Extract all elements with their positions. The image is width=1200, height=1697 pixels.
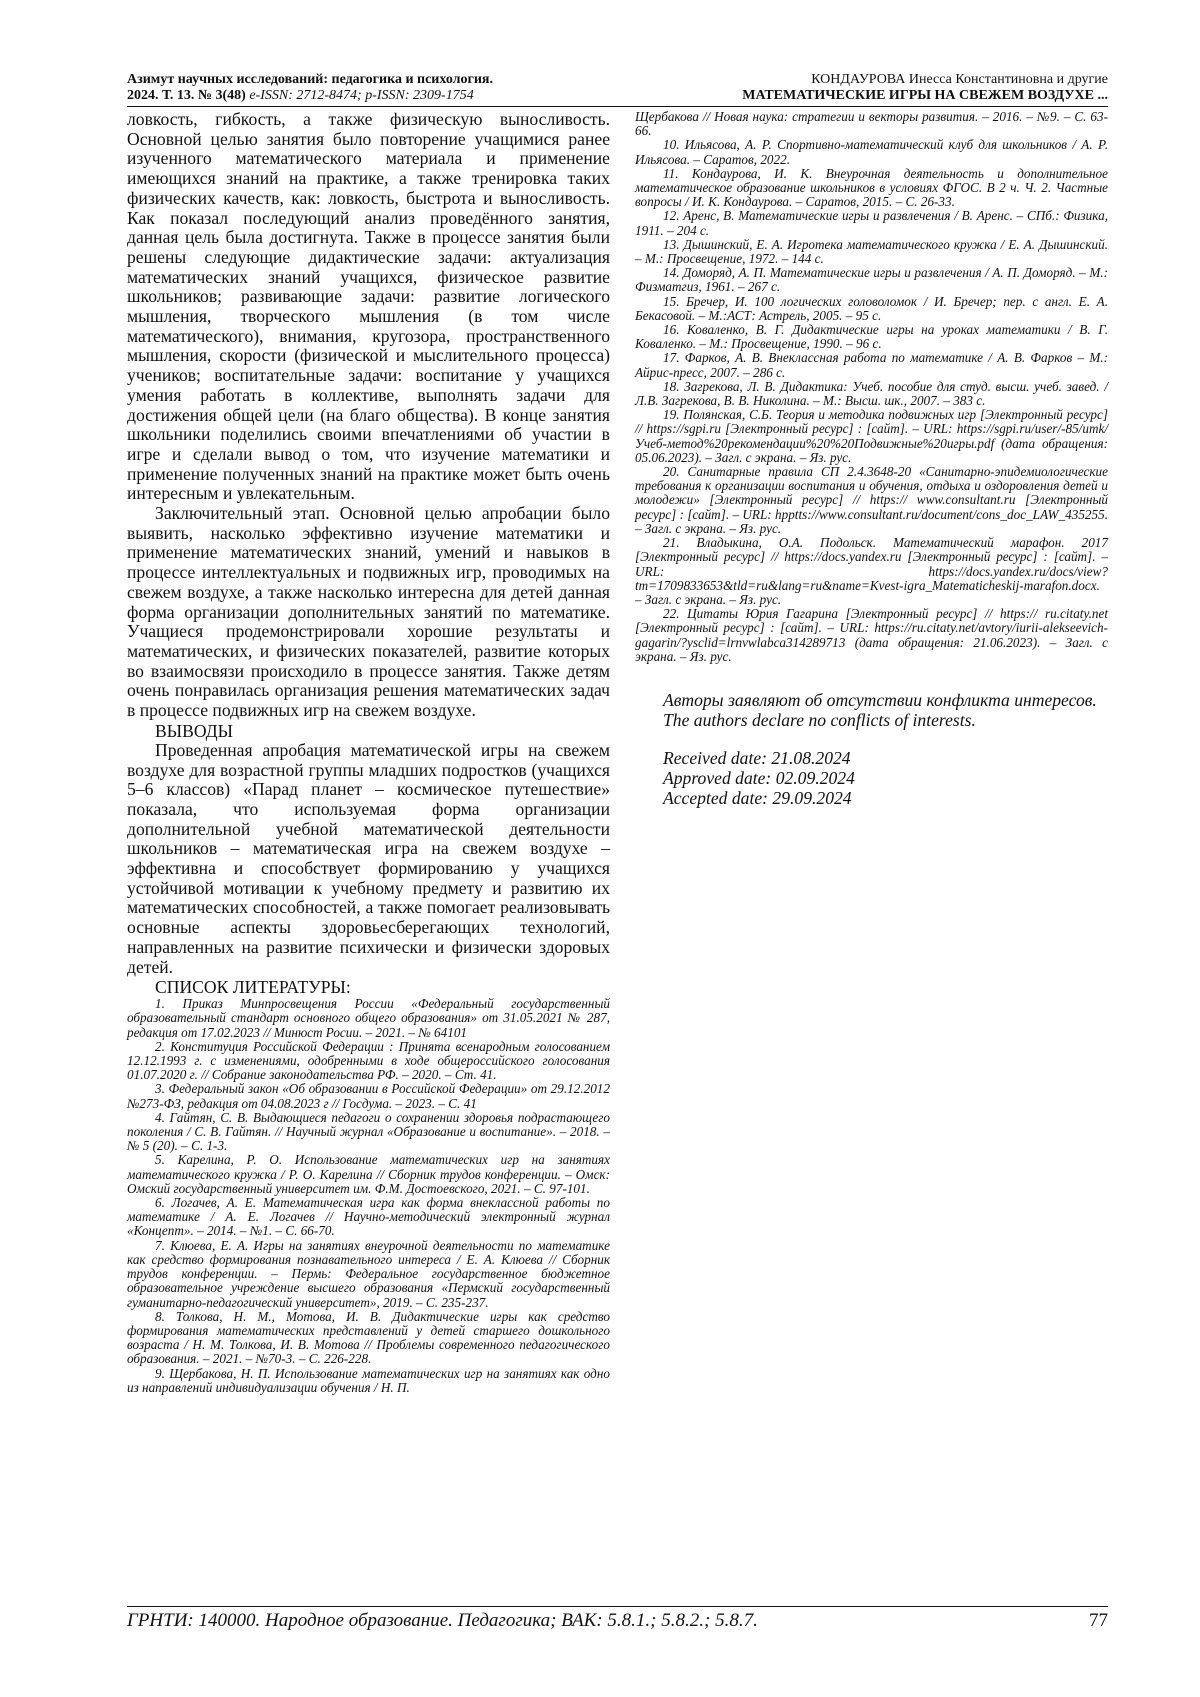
header-article-title: МАТЕМАТИЧЕСКИЕ ИГРЫ НА СВЕЖЕМ ВОЗДУХЕ ... (742, 88, 1108, 103)
reference-item: 6. Логачев, А. Е. Математическая игра как форма внеклассной работы по математике / А. Е. Логачев // Научно-методический электронный журнал «Концепт». – 2014. – №1. – С. 66-70. (127, 1195, 610, 1239)
reference-item: 11. Кондаурова, И. К. Внеурочная деятельность и дополнительное математическое образование школьников в условиях ФГОС. В 2 ч. Ч. 2. Частные вопросы / И. К. Кондаурова. – Саратов, 2015. – С. 26-33. (635, 165, 1108, 210)
left-column (127, 110, 610, 1395)
footer-classification: ГРНТИ: 140000. Народное образование. Педагогика; ВАК: 5.8.1.; 5.8.2.; 5.8.7. (127, 1610, 758, 1631)
reference-item: 1. Приказ Минпросвещения России «Федеральный государственный образовательный стандарт основного общего образования» от 31.05.2021 № 287, редакция от 17.02.2023 // Минюст Росии. – 2021. – № 64101 (127, 996, 610, 1040)
running-header-journal (127, 72, 597, 104)
journal-title: Азимут научных исследований: педагогика и психология. (127, 72, 494, 87)
accepted-date: Accepted date: 29.09.2024 (663, 787, 852, 808)
references-list-right (635, 110, 1108, 664)
reference-item: 7. Клюева, Е. А. Игры на занятиях внеурочной деятельности по математике как средство формирования познавательного интереса / Е. А. Клюева // Сборник трудов конференции. – Пермь: Федеральное государственное бюджетное образовательное учреждение высшего образования «Пермский государственный гуманитарно-педагогический университет», 2019. – С. 235-237. (127, 1237, 610, 1310)
references-heading: СПИСОК ЛИТЕРАТУРЫ: (155, 977, 351, 998)
reference-item: 2. Конституция Российской Федерации : Принята всенародным голосованием 12.12.1993 г. с изменениями, одобренными в ходе общероссийского голосования 01.07.2020 г. // Собрание законодательства РФ. – 2020. – Ст. 41. (127, 1038, 610, 1083)
reference-continuation: Щербакова // Новая наука: стратегии и векторы развития. – 2016. – №9. – С. 63-66. (635, 109, 1108, 139)
running-header-article (548, 72, 1108, 104)
conclusions-paragraph: Проведенная апробация математической игры на свежем воздухе для возрастной группы младших подростков (учащихся 5–6 классов) «Парад планет – космическое путешествие» показала, что используемая форма организации дополнительной учебной математической деятельности школьников – математическая игра на свежем воздухе – эффективна и способствует формированию у учащихся устойчивой мотивации к учебному предмету и развитию их математических способностей, а также помогает реализовывать основные аспекты здоровьесберегающих технологий, направленных на развитие психически и физически здоровых детей. (127, 739, 610, 977)
reference-item: 10. Ильясова, А. Р. Спортивно-математический клуб для школьников / А. Р. Ильясова. – Саратов, 2022. (635, 137, 1108, 167)
conflict-en: The authors declare no conflicts of interests. (663, 709, 976, 730)
reference-item: 9. Щербакова, Н. П. Использование математических игр на занятиях как одно из направлений индивидуализации обучения / Н. П. (127, 1365, 610, 1395)
article-dates (635, 748, 1108, 808)
journal-issue (127, 88, 597, 104)
reference-item: 17. Фарков, А. В. Внеклассная работа по математике / А. В. Фарков – М.: Айрис-пресс, 2007. – 286 с. (635, 350, 1108, 380)
conflict-statement (635, 690, 1108, 730)
issue-number: 2024. Т. 13. № 3(48) (127, 88, 246, 103)
conflict-ru: Авторы заявляют об отсутствии конфликта интересов. (663, 689, 1097, 710)
reference-item: 14. Доморяд, А. П. Математические игры и развлечения / А. П. Доморяд. – М.: Физматгиз, 1961. – 267 с. (635, 265, 1108, 295)
footer-divider (127, 1606, 1108, 1607)
body-paragraph-2: Заключительный этап. Основной целью апробации было выявить, насколько эффективно изучение математики и применение математических знаний, умений и навыков в процессе интеллектуальных и подвижных игр, проводимых на свежем воздухе, а также насколько интересна для детей данная форма организации дополнительных занятий по математике. Учащиеся продемонстрировали хорошие результаты и математических, и физических показателей, развитие которых во взаимосвязи происходило в процессе занятия. Также детям очень понравилась организация решения математических задач в процессе подвижных игр на свежем воздухе. (127, 503, 610, 721)
reference-item: 16. Коваленко, В. Г. Дидактические игры на уроках математики / В. Г. Коваленко. – М.: Просвещение, 1990. – 96 с. (635, 322, 1108, 352)
conclusions-body (127, 741, 610, 977)
reference-item: 18. Загрекова, Л. В. Дидактика: Учеб. пособие для студ. высш. учеб. завед. / Л.В. Загрекова, В. В. Николина. – М.: Высш. шк., 2007. – 383 с. (635, 378, 1108, 409)
reference-item: 12. Аренс, В. Математические игры и развлечения / В. Аренс. – СПб.: Физика, 1911. – 204 с. (635, 208, 1108, 238)
reference-item: 8. Толкова, Н. М., Мотова, И. В. Дидактические игры как средство формирования математических представлений у детей старшего дошкольного возраста / Н. М. Толкова, И. В. Мотова // Проблемы современного педагогического образования. – 2021. – №70-3. – С. 226-228. (127, 1308, 610, 1367)
reference-item: 4. Гайтян, С. В. Выдающиеся педагоги о сохранении здоровья подрастающего поколения / С. В. Гайтян. // Научный журнал «Образование и воспитание». – 2018. – № 5 (20). – С. 1-3. (127, 1109, 610, 1154)
conclusions-heading: ВЫВОДЫ (155, 720, 233, 741)
reference-item: 3. Федеральный закон «Об образовании в Российской Федерации» от 29.12.2012 №273-ФЗ, редакция от 04.08.2023 г // Госдума. – 2023. – С. 41 (127, 1081, 610, 1111)
reference-item: 15. Бречер, И. 100 логических головоломок / И. Бречер; пер. с англ. Е. А. Бекасовой. – М.:АСТ: Астрель, 2005. – 95 с. (635, 293, 1108, 323)
reference-item: 13. Дышинский, Е. А. Игротека математического кружка / Е. А. Дышинский. – М.: Просвещение, 1972. – 144 с. (635, 236, 1108, 267)
reference-item: 22. Цитаты Юрия Гагарина [Электронный ресурс] // https:// ru.citaty.net [Электронный ресурс] : [сайт]. – URL: https://ru.citaty.net/avtory/iurii-alekseevich-gagarin/?ysclid=lrnvwlabca314289713 (дата обращения: 21.06.2023). – Загл. с экрана. – Яз. рус. (635, 606, 1108, 664)
page-number: 77 (1089, 1610, 1108, 1631)
reference-item: 20. Санитарные правила СП 2.4.3648-20 «Санитарно-эпидемиологические требования к организации воспитания и обучения, отдыха и оздоровления детей и молодежи» [Электронный ресурс] // https:// www.consultant.ru [Электронный ресурс] : [сайт]. – URL: hpptts://www.consultant.ru/document/cons_doc_LAW_435255. – Загл. с экрана. – Яз. рус. (635, 464, 1108, 536)
received-date: Received date: 21.08.2024 (663, 747, 851, 768)
header-authors: КОНДАУРОВА Инесса Константиновна и другие (811, 72, 1108, 87)
references-list-left (127, 997, 610, 1395)
right-column (635, 110, 1108, 808)
article-body (127, 110, 610, 721)
reference-item: 5. Карелина, Р. О. Использование математических игр на занятиях математического кружка / Р. О. Карелина // Сборник трудов конференции. – Омск: Омский государственный университет им. Ф.М. Достоевского, 2021. – С. 97-101. (127, 1152, 610, 1196)
header-divider (127, 106, 1108, 107)
approved-date: Approved date: 02.09.2024 (663, 767, 855, 788)
issn-line: e-ISSN: 2712-8474; p-ISSN: 2309-1754 (245, 88, 474, 103)
body-paragraph-1: ловкость, гибкость, а также физическую выносливость. Основной целью занятия было повторение учащимися ранее изученного математического материала и применение имеющихся знаний на практике, а также тренировка таких физических качеств, как: ловкость, быстрота и выносливость. Как показал последующий анализ проведённого занятия, данная цель была достигнута. Также в процессе занятия были решены следующие дидактические задачи: актуализация математических знаний учащихся, физическое развитие школьников; развивающие задачи: развитие логического мышления, творческого мышления (в том числе математического), внимания, кругозора, пространственного мышления, скорости (физической и мыслительного процесса) учеников; воспитательные задачи: воспитание у учащихся умения работать в коллективе, выполнять задачи для достижения общей цели (на благо общества). В конце занятия школьники поделились своими впечатлениями об участии в игре и сделали вывод о том, что изучение математики и применение полученных знаний на практике может быть очень интересным и увлекательным. (127, 109, 610, 504)
reference-item: 19. Полянская, С.Б. Теория и методика подвижных игр [Электронный ресурс] // https://sgpi.ru [Электронный ресурс] : [сайт]. – URL: https://sgpi.ru/user/-85/umk/Учеб-метод%20рекомендации%20%20Подвижные%20игры.pdf (дата обращения: 05.06.2023). – Загл. с экрана. – Яз. рус. (635, 407, 1108, 465)
reference-item: 21. Владыкина, О.А. Подольск. Математический марафон. 2017 [Электронный ресурс] // https://docs.yandex.ru [Электронный ресурс] : [сайт]. – URL: https://docs.yandex.ru/docs/view?tm=1709833653&tld=ru&lang=ru&name=Kvest-igra_Matematicheskij-marafon.docx. – Загл. с экрана. – Яз. рус. (635, 535, 1108, 607)
